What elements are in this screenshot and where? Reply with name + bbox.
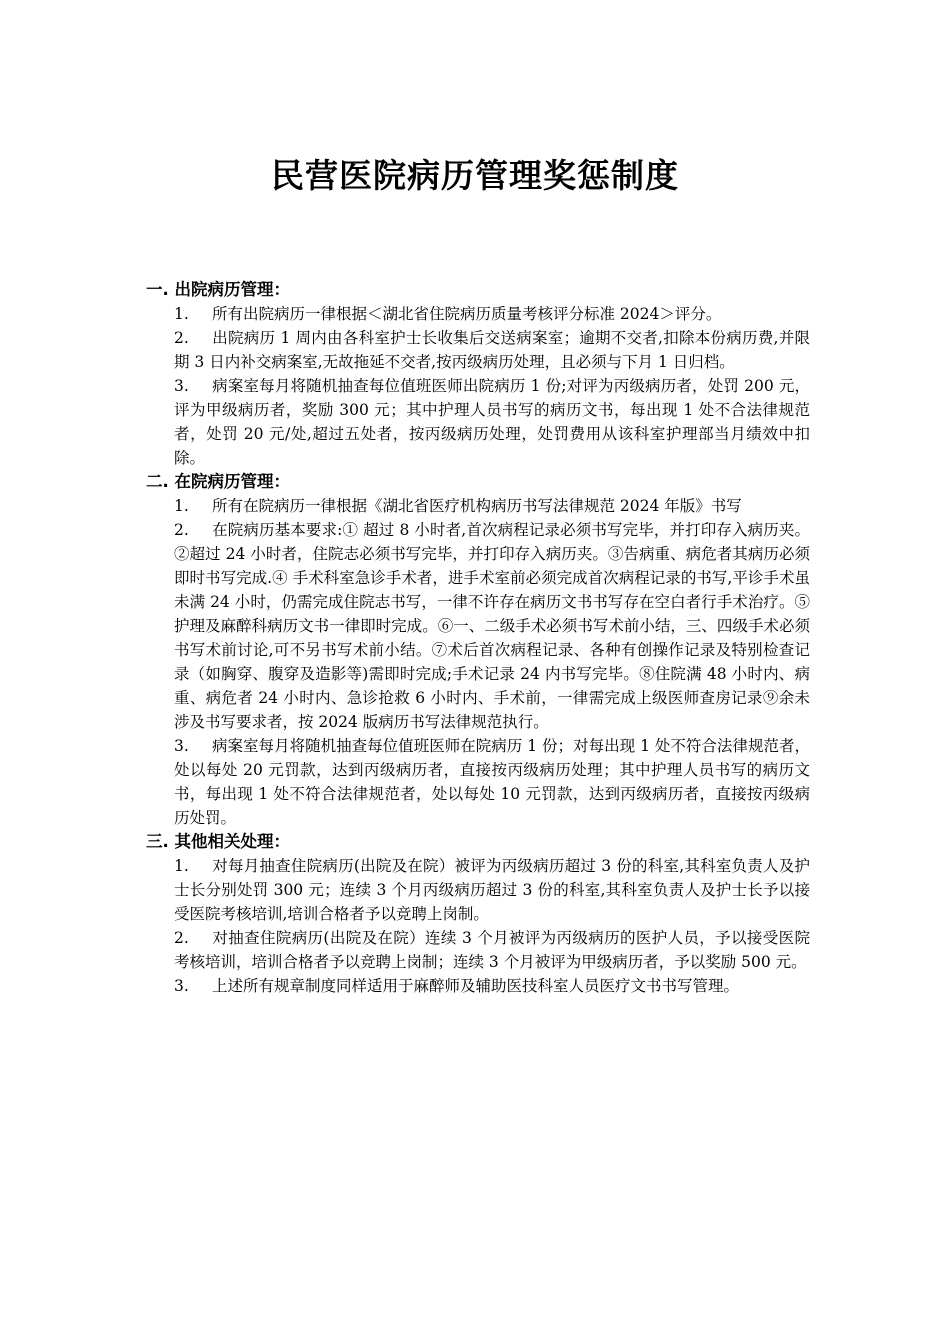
list-item bbox=[174, 494, 810, 518]
item-number: 1. bbox=[174, 857, 189, 875]
item-text: 病案室每月将随机抽查每位值班医师在院病历 1 份；对每出现 1 处不符合法律规范者，处以每处 20 元罚款，达到丙级病历者，直接按丙级病历处理；其中护理人员书写的病历文书，每出现 1 处不符合法律规范者，处以每处 10 元罚款，达到丙级病历者，直接按丙级病历处罚。 bbox=[174, 737, 810, 827]
section-heading: 二. 在院病历管理： bbox=[146, 472, 291, 491]
item-number: 2. bbox=[174, 521, 189, 539]
list-item bbox=[174, 518, 810, 734]
item-text: 病案室每月将随机抽查每位值班医师出院病历 1 份;对评为丙级病历者，处罚 200 元，评为甲级病历者，奖励 300 元；其中护理人员书写的病历文书，每出现 1 处不合法律规范者，处罚 20 元/处,超过五处者，按丙级病历处理，处罚费用从该科室护理部当月绩效中扣除。 bbox=[174, 377, 810, 467]
document-body bbox=[146, 278, 810, 998]
item-number: 1. bbox=[174, 497, 189, 515]
section-heading: 一. 出院病历管理： bbox=[146, 280, 291, 299]
item-text: 对抽查住院病历(出院及在院）连续 3 个月被评为丙级病历的医护人员，予以接受医院考核培训，培训合格者予以竞聘上岗制；连续 3 个月被评为甲级病历者，予以奖励 500 元。 bbox=[174, 929, 810, 971]
item-text: 上述所有规章制度同样适用于麻醉师及辅助医技科室人员医疗文书书写管理。 bbox=[212, 977, 740, 995]
item-text: 所有出院病历一律根据＜湖北省住院病历质量考核评分标准 2024＞评分。 bbox=[212, 305, 722, 323]
item-number: 3. bbox=[174, 737, 189, 755]
item-number: 3. bbox=[174, 977, 189, 995]
section-discharged-records bbox=[146, 278, 810, 470]
section-inpatient-records bbox=[146, 470, 810, 830]
item-text: 出院病历 1 周内由各科室护士长收集后交送病案室；逾期不交者,扣除本份病历费,并限期 3 日内补交病案室,无故拖延不交者,按丙级病历处理，且必须与下月 1 日归档。 bbox=[174, 329, 810, 371]
item-number: 2. bbox=[174, 329, 189, 347]
item-number: 1. bbox=[174, 305, 189, 323]
item-text: 在院病历基本要求:① 超过 8 小时者,首次病程记录必须书写完毕，并打印存入病历夹。②超过 24 小时者，住院志必须书写完毕，并打印存入病历夹。③告病重、病危者其病历必须即时书写完成.④ 手术科室急诊手术者，进手术室前必须完成首次病程记录的书写,平诊手术虽未满 24 小时，仍需完成住院志书写，一律不许存在病历文书书写存在空白者行手术治疗。⑤护理及麻醉科病历文书一律即时完成。⑥一、二级手术必须书写术前小结，三、四级手术必须书写术前讨论,可不另书写术前小结。⑦术后首次病程记录、各种有创操作记录及特别检查记录（如胸穿、腹穿及造影等)需即时完成;手术记录 24 内书写完毕。⑧住院满 48 小时内、病重、病危者 24 小时内、急诊抢救 6 小时内、手术前，一律需完成上级医师查房记录⑨余未涉及书写要求者，按 2024 版病历书写法律规范执行。 bbox=[174, 521, 810, 731]
list-item bbox=[174, 374, 810, 470]
item-text: 对每月抽查住院病历(出院及在院）被评为丙级病历超过 3 份的科室,其科室负责人及护士长分别处罚 300 元；连续 3 个月丙级病历超过 3 份的科室,其科室负责人及护士长予以接受医院考核培训,培训合格者予以竞聘上岗制。 bbox=[174, 857, 810, 923]
item-text: 所有在院病历一律根据《湖北省医疗机构病历书写法律规范 2024 年版》书写 bbox=[212, 497, 742, 515]
section-heading: 三. 其他相关处理： bbox=[146, 832, 291, 851]
item-number: 2. bbox=[174, 929, 189, 947]
list-item bbox=[174, 326, 810, 374]
list-item bbox=[174, 926, 810, 974]
document-title: 民营医院病历管理奖惩制度 bbox=[271, 156, 679, 195]
list-item bbox=[174, 302, 810, 326]
list-item bbox=[174, 734, 810, 830]
item-number: 3. bbox=[174, 377, 189, 395]
section-other-handling bbox=[146, 830, 810, 998]
list-item bbox=[174, 854, 810, 926]
list-item bbox=[174, 974, 810, 998]
